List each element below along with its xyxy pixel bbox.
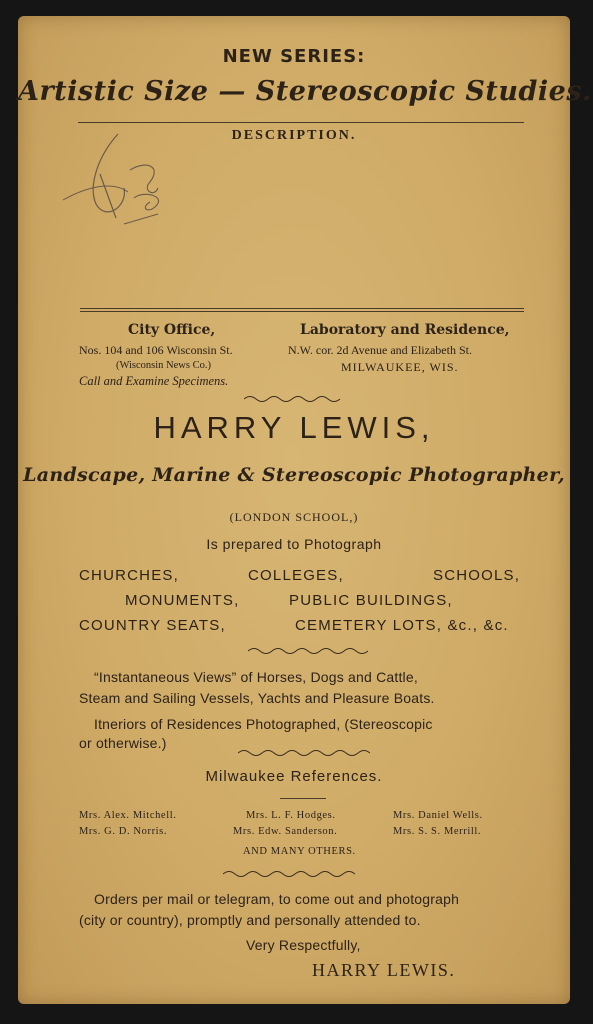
reference-norris: Mrs. G. D. Norris. (79, 826, 168, 837)
subject-schools: SCHOOLS, (433, 567, 521, 584)
subject-public-buildings: PUBLIC BUILDINGS, (289, 592, 453, 609)
reference-hodges: Mrs. L. F. Hodges. (246, 810, 336, 821)
laboratory-address: N.W. cor. 2d Avenue and Elizabeth St. (288, 343, 472, 357)
ornament-divider-3 (238, 748, 370, 758)
subject-monuments: MONUMENTS, (125, 592, 240, 609)
reference-sanderson: Mrs. Edw. Sanderson. (233, 826, 338, 837)
interiors-line-2: or otherwise.) (79, 735, 167, 751)
subject-country-seats: COUNTRY SEATS, (79, 617, 226, 634)
city-office-title: City Office, (128, 322, 216, 338)
city-office-note: (Wisconsin News Co.) (116, 360, 211, 371)
closing-salutation: Very Respectfully, (246, 937, 361, 953)
reference-merrill: Mrs. S. S. Merrill. (393, 826, 482, 837)
instantaneous-line-1: “Instantaneous Views” of Horses, Dogs and Cattle, (94, 669, 418, 685)
references-others: AND MANY OTHERS. (243, 846, 356, 857)
ornament-divider-2 (248, 646, 368, 656)
city-office-invite: Call and Examine Specimens. (79, 374, 229, 388)
closing-signature: HARRY LEWIS. (312, 960, 456, 980)
header-rule (78, 122, 524, 123)
description-label: DESCRIPTION. (231, 128, 357, 143)
stereoview-card-back (18, 16, 592, 1004)
city-office-address: Nos. 104 and 106 Wisconsin St. (79, 343, 233, 357)
photographer-school: (LONDON SCHOOL,) (229, 510, 359, 524)
references-rule (280, 798, 326, 799)
ornament-divider-4 (223, 869, 363, 879)
instantaneous-line-2: Steam and Sailing Vessels, Yachts and Pleasure Boats. (79, 690, 435, 706)
subject-churches: CHURCHES, (79, 567, 179, 584)
pencil-annotation (58, 126, 178, 236)
references-title: Milwaukee References. (205, 768, 383, 785)
reference-wells: Mrs. Daniel Wells. (393, 810, 483, 821)
subject-cemetery-lots: CEMETERY LOTS, &c., &c. (295, 617, 509, 634)
ornament-divider (244, 394, 344, 404)
photographer-name: HARRY LEWIS, (153, 410, 435, 445)
laboratory-title: Laboratory and Residence, (300, 322, 510, 338)
reference-mitchell: Mrs. Alex. Mitchell. (79, 810, 177, 821)
section-rule-top (80, 308, 524, 309)
laboratory-city: MILWAUKEE, WIS. (341, 360, 459, 374)
section-rule-bottom (80, 311, 524, 312)
interiors-line-1: Itneriors of Residences Photographed, (Stereoscopic (94, 716, 433, 732)
prepared-statement: Is prepared to Photograph (206, 536, 382, 552)
series-subtitle: Artistic Size — Stereoscopic Studies. (18, 76, 592, 107)
closing-line-1: Orders per mail or telegram, to come out and photograph (94, 891, 460, 907)
closing-line-2: (city or country), promptly and personally attended to. (79, 912, 421, 928)
photographer-trade: Landscape, Marine & Stereoscopic Photographer, (23, 464, 565, 486)
series-heading: NEW SERIES: (222, 46, 366, 67)
subject-colleges: COLLEGES, (248, 567, 344, 584)
